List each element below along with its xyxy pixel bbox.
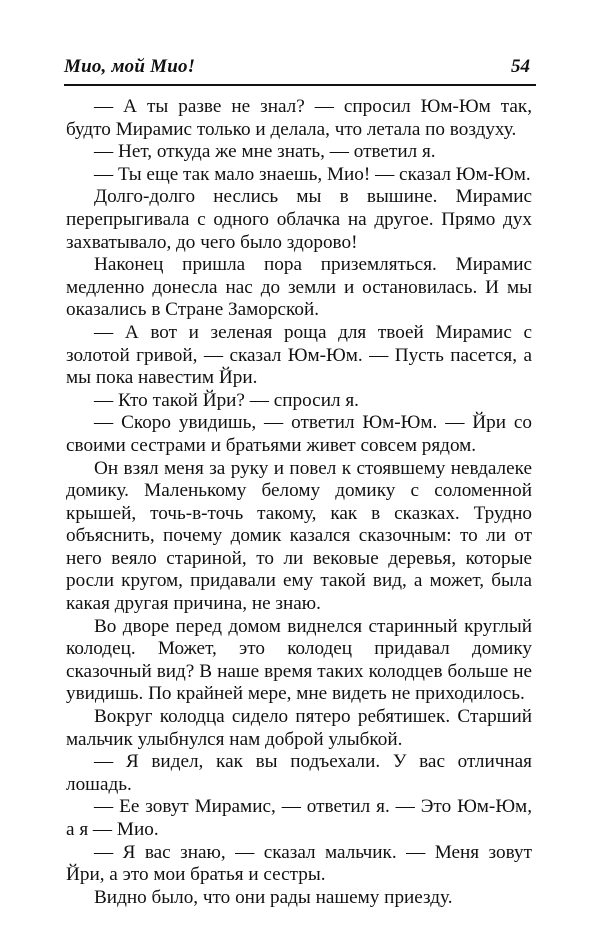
- paragraph: Вокруг колодца сидело пятеро ребятишек. Старший мальчик улыбнулся нам доброй улыбкой.: [66, 706, 532, 750]
- paragraph: Он взял меня за руку и повел к стоявшему невдалеке домику. Маленькому белому домику с соломенной крышей, точь-в-точь такому, как в сказках. Трудно объяснить, почему домик казался сказочным: то ли от него веяло стариной, то ли вековые деревья, которые росли кругом, придавали ему такой вид, а может, была какая другая причина, не знаю.: [66, 457, 532, 615]
- paragraph: — Ее зовут Мирамис, — ответил я. — Это Юм-Юм, а я — Мио.: [66, 796, 532, 840]
- paragraph: Наконец пришла пора приземляться. Мирамис медленно донесла нас до земли и остановилась. И мы оказались в Стране Заморской.: [66, 254, 532, 321]
- paragraph: — Скоро увидишь, — ответил Юм-Юм. — Йри со своими сестрами и братьями живет совсем рядом.: [66, 412, 532, 456]
- paragraph: — Я вас знаю, — сказал мальчик. — Меня зовут Йри, а это мои братья и сестры.: [66, 841, 532, 886]
- header-rule: [64, 84, 536, 86]
- running-head: [64, 52, 536, 88]
- paragraph: — А ты разве не знал? — спросил Юм-Юм так, будто Мирамис только и делала, что летала по воздуху.: [66, 96, 532, 140]
- body-text: [66, 96, 532, 909]
- page-number: 54: [511, 56, 530, 77]
- paragraph: Во дворе перед домом виднелся старинный круглый колодец. Может, это колодец придавал домику сказочный вид? В наше время таких колодцев больше не увидишь. По крайней мере, мне видеть не приходилось.: [66, 615, 532, 705]
- book-title: Мио, мой Мио!: [64, 56, 196, 77]
- paragraph: Долго-долго неслись мы в вышине. Мирамис перепрыгивала с одного облачка на другое. Прямо дух захватывало, до чего было здорово!: [66, 186, 532, 253]
- paragraph: — А вот и зеленая роща для твоей Мирамис с золотой гривой, — сказал Юм-Юм. — Пусть пасется, а мы пока навестим Йри.: [66, 321, 532, 389]
- paragraph: — Нет, откуда же мне знать, — ответил я.: [94, 141, 436, 163]
- paragraph: — Ты еще так мало знаешь, Мио! — сказал Юм-Юм.: [94, 163, 531, 185]
- paragraph: — Кто такой Йри? — спросил я.: [94, 389, 359, 411]
- paragraph: Видно было, что они рады нашему приезду.: [94, 886, 453, 908]
- paragraph: — Я видел, как вы подъехали. У вас отличная лошадь.: [66, 751, 532, 795]
